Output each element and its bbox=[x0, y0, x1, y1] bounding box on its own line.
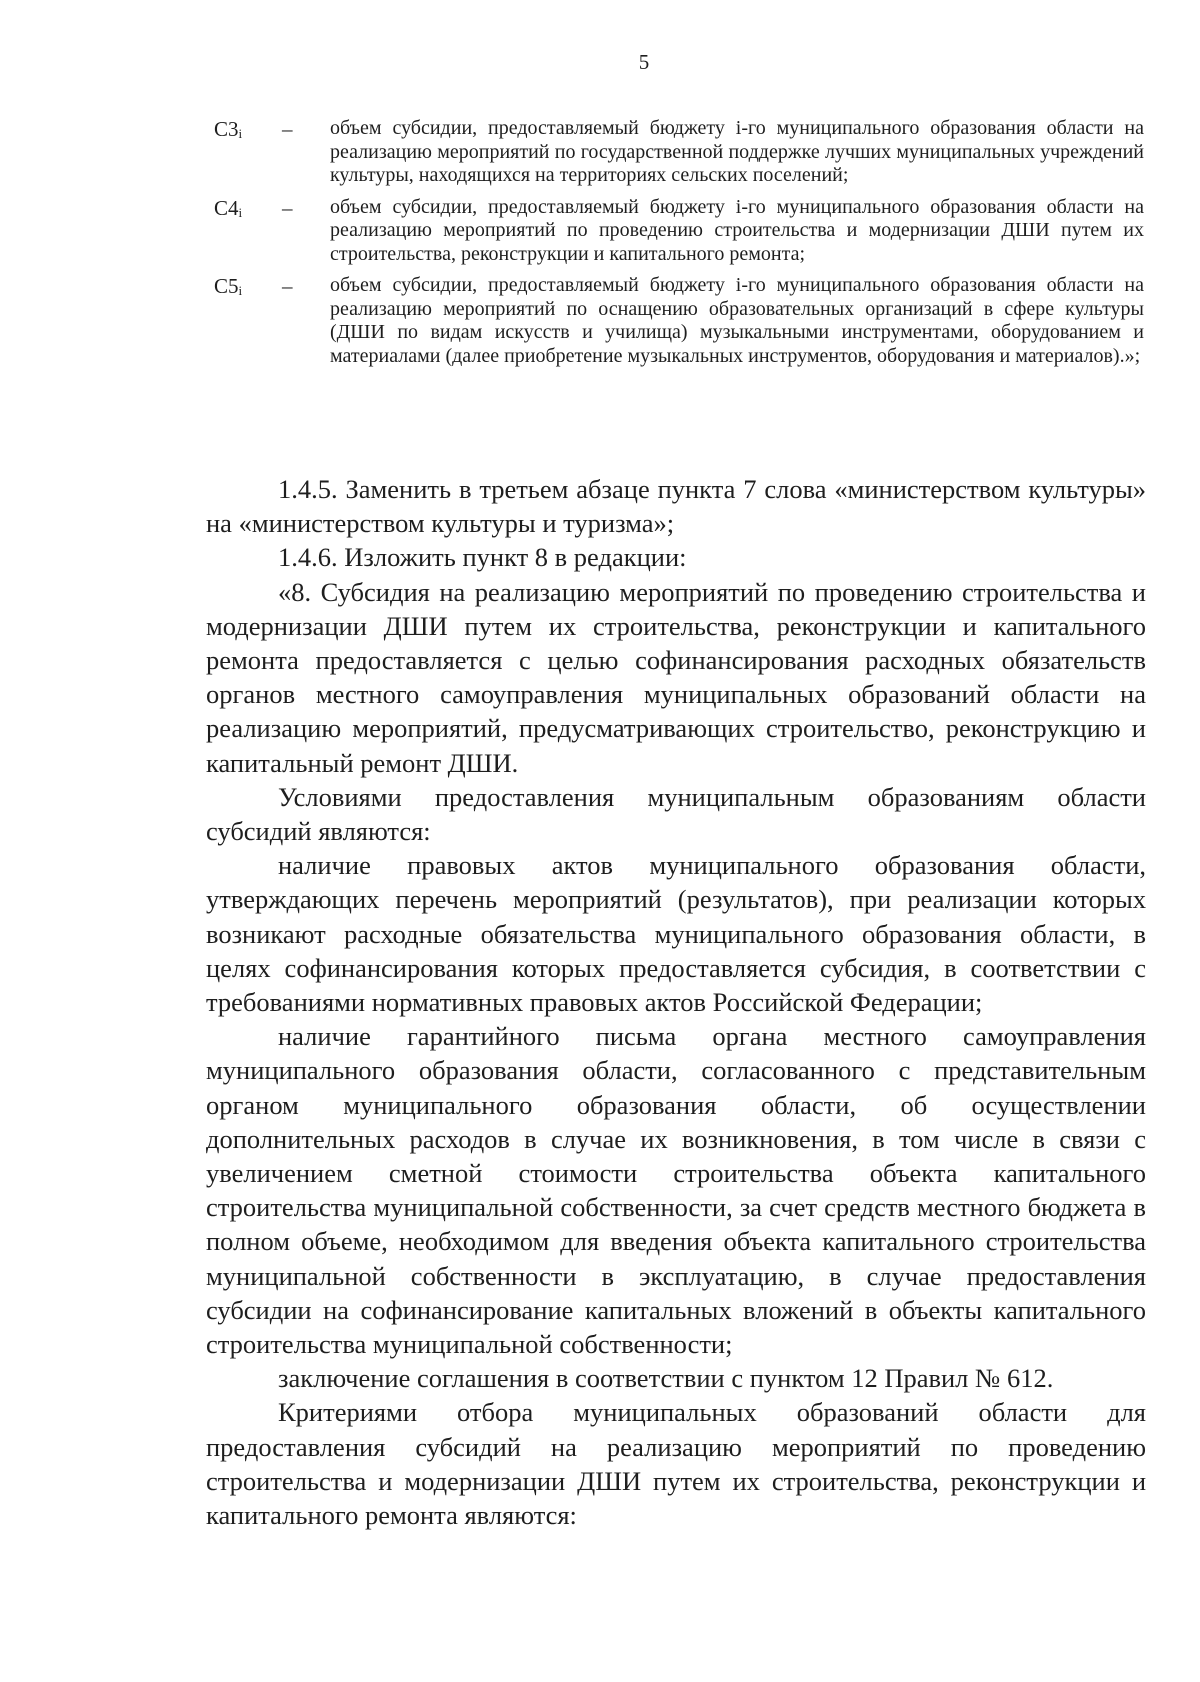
paragraph-condition-guarantee-letter: наличие гарантийного письма органа местного самоуправления муниципального образования области, согласованного с представительным органом муниципального образования области, об осуществлении дополнительных расходов в случае их возникновения, в том числе в связи с увеличением сметной стоимости строительства объекта капитального строительства муниципальной собственности, за счет средств местного бюджета в полном объеме, необходимом для введения объекта капитального строительства муниципальной собственности в эксплуатацию, в случае предоставления субсидии на софинансирование капитальных вложений в объекты капитального строительства муниципальной собственности; bbox=[206, 1021, 1146, 1360]
paragraph-conditions-intro: Условиями предоставления муниципальным образованиям области субсидий являются: bbox=[206, 781, 1146, 847]
paragraph-selection-criteria: Критериями отбора муниципальных образований области для предоставления субсидий на реализацию мероприятий по проведению строительства и модернизации ДШИ путем их строительства, реконструкции и капитального ремонта являются: bbox=[206, 1397, 1146, 1531]
paragraph-point-8: «8. Субсидия на реализацию мероприятий по проведению строительства и модернизации ДШИ путем их строительства, реконструкции и капитального ремонта предоставляется с целью софинансирования расходных обязательств органов местного самоуправления муниципальных образований области на реализацию мероприятий, предусматривающих строительство, реконструкцию и капитальный ремонт ДШИ. bbox=[206, 576, 1146, 778]
definition-item-c4 bbox=[214, 196, 1144, 267]
definition-item-c3 bbox=[214, 117, 1144, 188]
definition-dash: – bbox=[282, 274, 293, 298]
body-text bbox=[206, 472, 1146, 1532]
paragraph-1-4-6: 1.4.6. Изложить пункт 8 в редакции: bbox=[278, 542, 687, 573]
paragraph-1-4-5: 1.4.5. Заменить в третьем абзаце пункта 7 слова «министерством культуры» на «министерством культуры и туризма»; bbox=[206, 474, 1146, 539]
definition-dash: – bbox=[282, 117, 293, 141]
definition-item-c5 bbox=[214, 274, 1144, 368]
definition-dash: – bbox=[282, 195, 293, 220]
definition-text: объем субсидии, предоставляемый бюджету i-го муниципального образования области на реализацию мероприятий по оснащению образовательных организаций в сфере культуры (ДШИ по видам искусств и училища) музыкальными инструментами, оборудованием и материалами (далее приобретение музыкальных инструментов, оборудования и материалов).»; bbox=[330, 274, 1144, 367]
definition-symbol: $C4_i$ bbox=[214, 195, 243, 220]
definition-text: объем субсидии, предоставляемый бюджету i-го муниципального образования области на реализацию мероприятий по проведению строительства и модернизации ДШИ путем их строительства, реконструкции и капитального ремонта; bbox=[330, 195, 1144, 265]
page-number: 5 bbox=[638, 50, 650, 74]
definition-symbol: $C5_i$ bbox=[214, 274, 243, 298]
paragraph-condition-agreement: заключение соглашения в соответствии с пунктом 12 Правил № 612. bbox=[278, 1363, 1054, 1394]
definition-list bbox=[214, 117, 1144, 376]
definition-symbol: $C3_i$ bbox=[214, 117, 243, 141]
definition-text: объем субсидии, предоставляемый бюджету i-го муниципального образования области на реализацию мероприятий по государственной поддержке лучших муниципальных учреждений культуры, находящихся на территориях сельских поселений; bbox=[330, 117, 1144, 186]
paragraph-condition-legal-acts: наличие правовых актов муниципального образования области, утверждающих перечень мероприятий (результатов), при реализации которых возникают расходные обязательства муниципального образования области, в целях софинансирования которых предоставляется субсидия, в соответствии с требованиями нормативных правовых актов Российской Федерации; bbox=[206, 850, 1146, 1018]
